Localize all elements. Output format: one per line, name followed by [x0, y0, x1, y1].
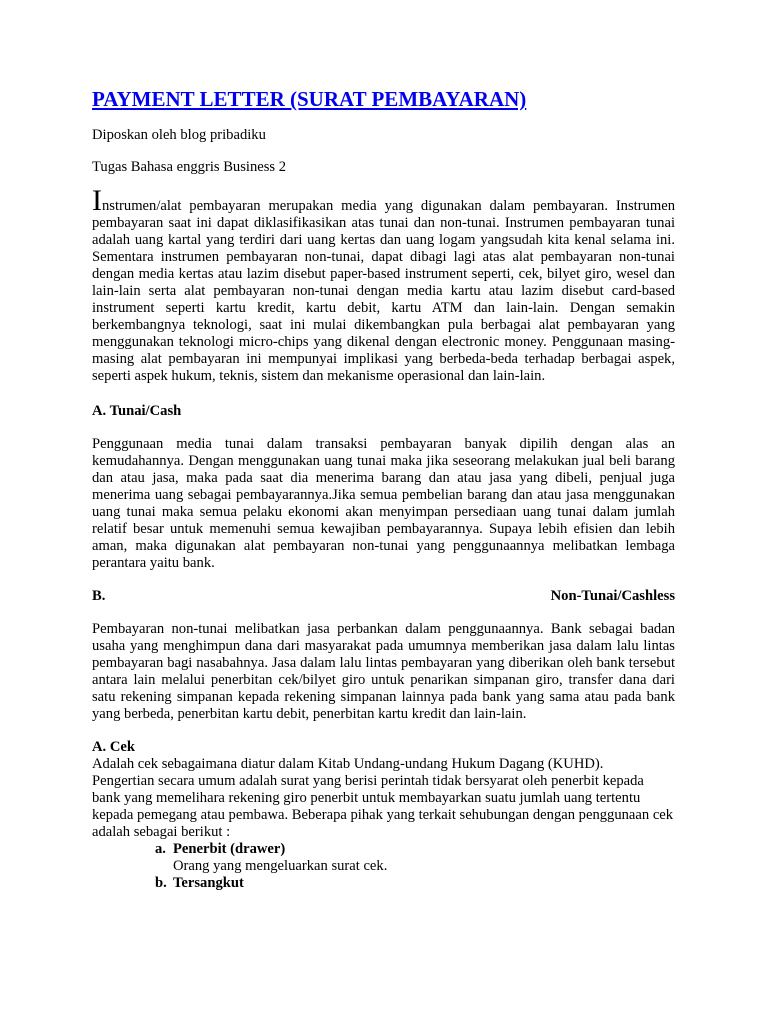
- section-cek-heading: A. Cek: [92, 739, 135, 755]
- list-item-label: Tersangkut: [173, 875, 244, 891]
- cek-parties-list: [92, 841, 675, 892]
- document-page: [92, 84, 675, 892]
- section-b-heading-marker: B.: [92, 588, 106, 604]
- list-item-desc-text: Orang yang mengeluarkan surat cek.: [173, 858, 388, 874]
- list-item: [92, 841, 675, 858]
- list-item: [92, 875, 675, 892]
- intro-text: nstrumen/alat pembayaran merupakan media yang digunakan dalam pembayaran. Instrumen pembayaran saat ini dapat diklasifikasikan atas tunai dan non-tunai. Instrumen pembayaran tunai adalah uang kartal yang terdiri dari uang kertas dan uang logam yangsudah kita kenal selama ini. Sementara instrumen pembayaran non-tunai, dapat dibagi lagi atas alat pembayaran non-tunai dengan media kertas atau lazim disebut paper-based instrument seperti, cek, bilyet giro, wesel dan lain-lain serta alat pembayaran non-tunai dengan media kartu atau lazim disebut card-based instrument seperti kartu kredit, kartu debit, kartu ATM dan lain-lain. Dengan semakin berkembangnya teknologi, saat ini mulai dikembangkan pula berbagai alat pembayaran yang menggunakan teknologi micro-chips yang dikenal dengan electronic money. Penggunaan masing-masing alat pembayaran ini mempunyai implikasi yang berbeda-beda terhadap berbagai aspek, seperti aspek hukum, teknis, sistem dan mekanisme operasional dan lain-lain.: [92, 198, 675, 384]
- section-cek-definition: Adalah cek sebagaimana diatur dalam Kitab Undang-undang Hukum Dagang (KUHD).: [92, 756, 604, 772]
- assignment-text: Tugas Bahasa enggris Business 2: [92, 159, 287, 175]
- section-b-heading-title: Non-Tunai/Cashless: [550, 588, 675, 604]
- document-title-link[interactable]: PAYMENT LETTER (SURAT PEMBAYARAN): [92, 87, 527, 111]
- section-b-heading: [92, 588, 675, 605]
- intro-dropcap: I: [92, 184, 102, 217]
- list-item-label: Penerbit (drawer): [173, 841, 286, 857]
- list-item-marker: b.: [155, 875, 167, 891]
- section-b-body: Pembayaran non-tunai melibatkan jasa perbankan dalam penggunaannya. Bank sebagai badan usaha yang menghimpun dana dari masyarakat pada umumnya memberikan jasa dalam lalu lintas pembayaran bagi nasabahnya. Jasa dalam lalu lintas pembayaran yang diberikan oleh bank tersebut antara lain melalui penerbitan cek/bilyet giro untuk penarikan simpanan giro, transfer dana dari satu rekening simpanan kepada rekening simpanan lainnya pada bank yang sama atau pada bank yang berbeda, penerbitan kartu debit, penerbitan kartu kredit dan lain-lain.: [92, 621, 675, 722]
- section-a-heading: A. Tunai/Cash: [92, 403, 182, 419]
- posted-by-text: Diposkan oleh blog pribadiku: [92, 127, 266, 143]
- list-item-marker: a.: [155, 841, 166, 857]
- intro-paragraph: [92, 184, 675, 385]
- section-cek-body: Pengertian secara umum adalah surat yang berisi perintah tidak bersyarat oleh penerbit kepada bank yang memelihara rekening giro penerbit untuk membayarkan suatu jumlah uang tertentu kepada pemegang atau pembawa. Beberapa pihak yang terkait sehubungan dengan penggunaan cek adalah sebagai berikut :: [92, 773, 674, 840]
- list-item-description: [92, 858, 675, 875]
- section-a-body: Penggunaan media tunai dalam transaksi pembayaran banyak dipilih dengan alas an kemudahannya. Dengan menggunakan uang tunai maka jika seseorang melakukan jual beli barang dan atau jasa, maka pada saat dia menerima barang dan atau jasa yang dibeli, penjual juga menerima uang sebagai pembayarannya.Jika semua pembelian barang dan atau jasa menggunakan uang tunai maka semua pelaku ekonomi akan menyimpan persediaan uang tunai dalam jumlah relatif besar untuk memenuhi semua kewajiban pembayarannya. Supaya lebih efisien dan lebih aman, maka digunakan alat pembayaran non-tunai yang penggunaannya melibatkan lembaga perantara yaitu bank.: [92, 436, 675, 571]
